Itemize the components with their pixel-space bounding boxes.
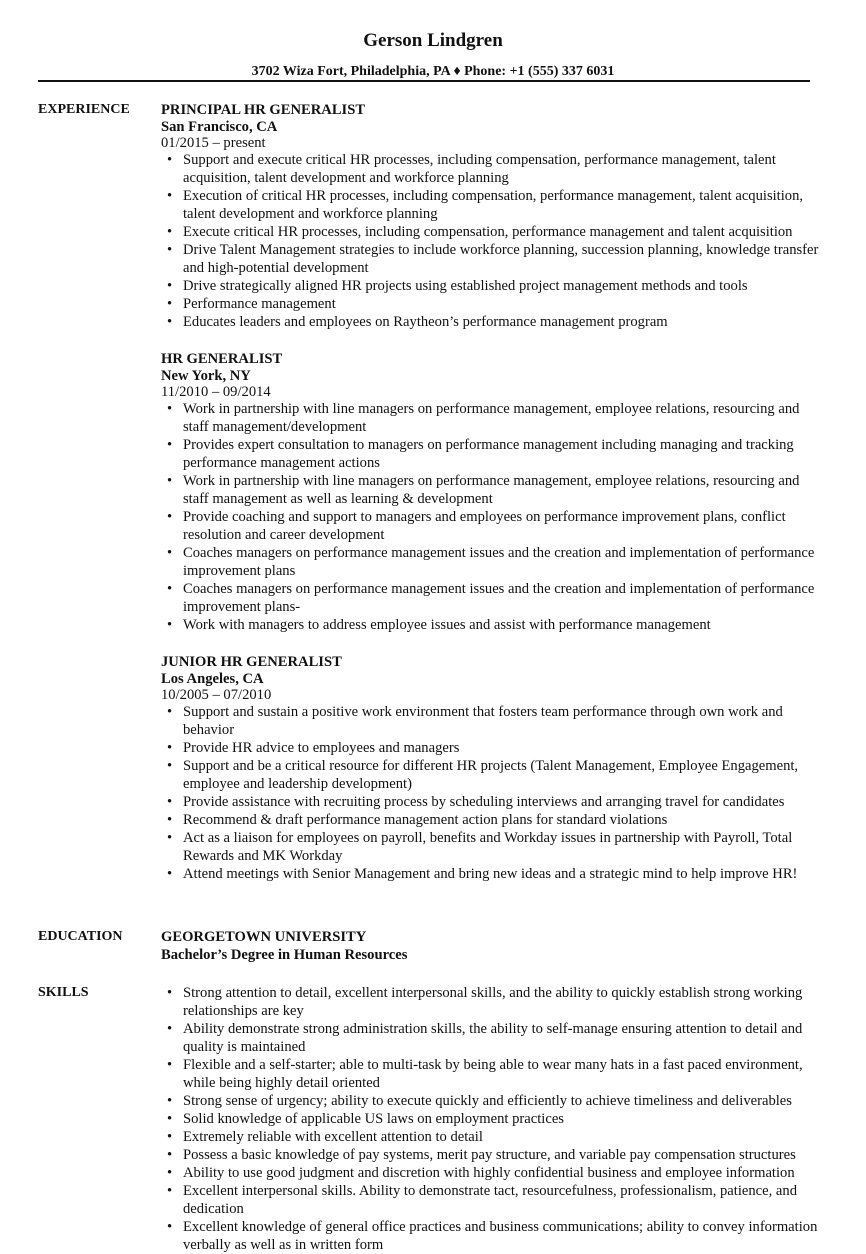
header-divider: [38, 80, 810, 82]
bullet-item: • Drive Talent Management strategies to include workforce planning, succession planning, knowledge transfer and high-potential development: [161, 241, 821, 277]
job-entry: [161, 101, 821, 331]
section-label-experience: EXPERIENCE: [38, 102, 130, 117]
bullet-item: • Provide assistance with recruiting process by scheduling interviews and arranging travel for candidates: [161, 793, 821, 811]
bullet-item: • Support and be a critical resource for different HR projects (Talent Management, Employee Engagement, employee and leadership development): [161, 757, 821, 793]
bullet-item: • Execution of critical HR processes, including compensation, performance management, talent acquisition, talent development and workforce planning: [161, 187, 821, 223]
bullet-item: • Excellent interpersonal skills. Ability to demonstrate tact, resourcefulness, professionalism, patience, and dedication: [161, 1182, 821, 1218]
contact-line: 3702 Wiza Fort, Philadelphia, PA ♦ Phone: +1 (555) 337 6031: [251, 64, 615, 79]
bullet-item: • Provides expert consultation to managers on performance management including managing and tracking performance management actions: [161, 436, 821, 472]
bullet-item: • Ability to use good judgment and discretion with highly confidential business and employee information: [161, 1164, 821, 1182]
bullet-item: • Recommend & draft performance management action plans for standard violations: [161, 811, 821, 829]
bullet-item: • Work in partnership with line managers on performance management, employee relations, resourcing and staff management/development: [161, 400, 821, 436]
bullet-item: • Work in partnership with line managers on performance management, employee relations, resourcing and staff management as well as learning & development: [161, 472, 821, 508]
skills-body: [161, 984, 821, 1254]
school-name: GEORGETOWN UNIVERSITY: [161, 929, 367, 945]
bullet-item: • Extremely reliable with excellent attention to detail: [161, 1128, 821, 1146]
bullet-item: • Support and sustain a positive work environment that fosters team performance through own work and behavior: [161, 703, 821, 739]
job-dates: 10/2005 – 07/2010: [161, 687, 272, 703]
bullet-item: • Drive strategically aligned HR projects using established project management methods and tools: [161, 277, 821, 295]
skills-bullets: [161, 984, 821, 1254]
job-bullets: [161, 151, 821, 331]
bullet-item: • Possess a basic knowledge of pay systems, merit pay structure, and variable pay compensation structures: [161, 1146, 821, 1164]
bullet-item: • Excellent knowledge of general office practices and business communications; ability to convey information verbally as well as in written form: [161, 1218, 821, 1254]
job-title: PRINCIPAL HR GENERALIST: [161, 102, 366, 118]
bullet-item: • Ability demonstrate strong administration skills, the ability to self-manage ensuring attention to detail and quality is maintained: [161, 1020, 821, 1056]
job-location: New York, NY: [161, 368, 251, 384]
bullet-item: • Coaches managers on performance management issues and the creation and implementation of performance improvement plans-: [161, 580, 821, 616]
bullet-item: • Strong attention to detail, excellent interpersonal skills, and the ability to quickly establish strong working relationships are key: [161, 984, 821, 1020]
bullet-item: • Educates leaders and employees on Raytheon’s performance management program: [161, 313, 821, 331]
job-bullets: [161, 400, 821, 634]
job-dates: 11/2010 – 09/2014: [161, 384, 271, 400]
job-location: Los Angeles, CA: [161, 671, 264, 687]
bullet-item: • Attend meetings with Senior Management and bring new ideas and a strategic mind to help improve HR!: [161, 865, 821, 883]
bullet-item: • Act as a liaison for employees on payroll, benefits and Workday issues in partnership with Payroll, Total Rewards and MK Workday: [161, 829, 821, 865]
bullet-item: • Support and execute critical HR processes, including compensation, performance management, talent acquisition, talent development and workforce planning: [161, 151, 821, 187]
experience-body: [161, 101, 821, 902]
bullet-item: • Execute critical HR processes, including compensation, performance management and talent acquisition: [161, 223, 821, 241]
bullet-item: • Performance management: [161, 295, 821, 313]
job-title: JUNIOR HR GENERALIST: [161, 654, 342, 670]
bullet-item: • Strong sense of urgency; ability to execute quickly and efficiently to achieve timeliness and deliverables: [161, 1092, 821, 1110]
job-dates: 01/2015 – present: [161, 135, 266, 151]
resume-header: [0, 0, 866, 80]
section-label-skills: SKILLS: [38, 985, 89, 1000]
education-body: [161, 928, 821, 964]
bullet-item: • Coaches managers on performance management issues and the creation and implementation of performance improvement plans: [161, 544, 821, 580]
job-entry: [161, 350, 821, 634]
degree-name: Bachelor’s Degree in Human Resources: [161, 947, 408, 963]
bullet-item: • Provide HR advice to employees and managers: [161, 739, 821, 757]
job-location: San Francisco, CA: [161, 119, 278, 135]
bullet-item: • Provide coaching and support to managers and employees on performance improvement plans, conflict resolution and career development: [161, 508, 821, 544]
job-title: HR GENERALIST: [161, 351, 283, 367]
bullet-item: • Solid knowledge of applicable US laws on employment practices: [161, 1110, 821, 1128]
section-label-education: EDUCATION: [38, 929, 123, 944]
job-bullets: [161, 703, 821, 883]
candidate-name: Gerson Lindgren: [363, 30, 503, 51]
bullet-item: • Flexible and a self-starter; able to multi-task by being able to wear many hats in a fast paced environment, while being highly detail oriented: [161, 1056, 821, 1092]
bullet-item: • Work with managers to address employee issues and assist with performance management: [161, 616, 821, 634]
job-entry: [161, 653, 821, 883]
